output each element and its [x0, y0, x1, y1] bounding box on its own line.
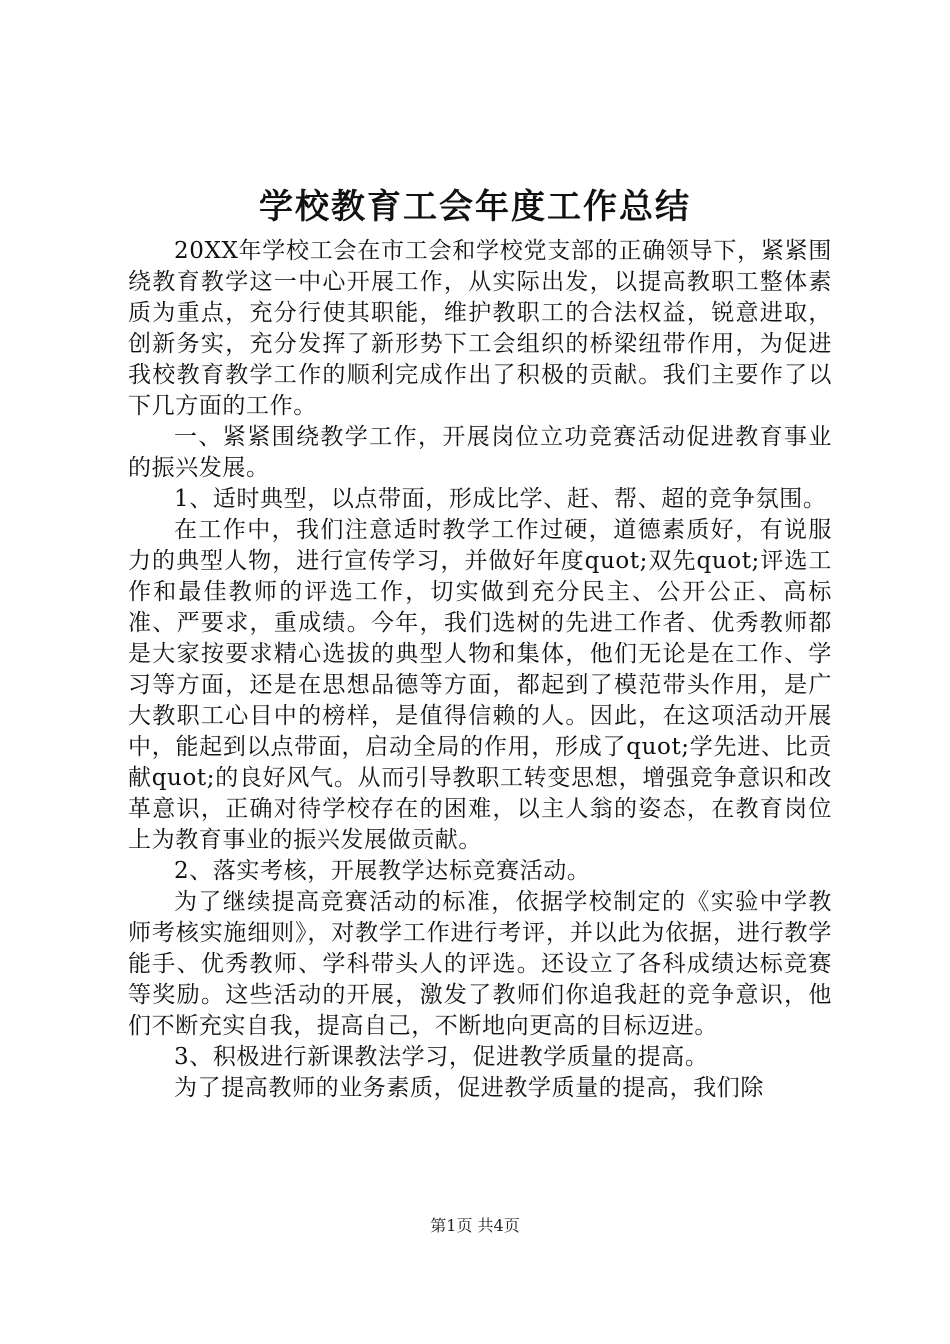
paragraph: 3、积极进行新课教法学习，促进教学质量的提高。 — [174, 1044, 709, 1070]
page-footer: 第1页 共4页 — [430, 1216, 520, 1235]
paragraph: 20XX年学校工会在市工会和学校党支部的正确领导下，紧紧围绕教育教学这一中心开展工作，从实际出发，以提高教职工整体素质为重点，充分行使其职能，维护教职工的合法权益，锐意进取，创新务实，充分发挥了新形势下工会组织的桥梁纽带作用，为促进我校教育教学工作的顺利完成作出了积极的贡献。我们主要作了以下几方面的工作。 — [128, 238, 832, 419]
paragraph: 2、落实考核，开展教学达标竞赛活动。 — [174, 858, 591, 884]
document-body — [128, 236, 832, 1104]
paragraph: 在工作中，我们注意适时教学工作过硬，道德素质好，有说服力的典型人物，进行宣传学习，并做好年度quot;双先quot;评选工作和最佳教师的评选工作，切实做到充分民主、公开公正、高标准、严要求，重成绩。今年，我们选树的先进工作者、优秀教师都是大家按要求精心选拔的典型人物和集体，他们无论是在工作、学习等方面，还是在思想品德等方面，都起到了模范带头作用，是广大教职工心目中的榜样，是值得信赖的人。因此，在这项活动开展中，能起到以点带面，启动全局的作用，形成了quot;学先进、比贡献quot;的良好风气。从而引导教职工转变思想，增强竞争意识和改革意识，正确对待学校存在的困难，以主人翁的姿态，在教育岗位上为教育事业的振兴发展做贡献。 — [128, 517, 832, 853]
paragraph: 1、适时典型，以点带面，形成比学、赶、帮、超的竞争氛围。 — [174, 486, 827, 512]
paragraph: 为了提高教师的业务素质，促进教学质量的提高，我们除 — [174, 1075, 764, 1101]
document-title: 学校教育工会年度工作总结 — [259, 187, 691, 227]
paragraph: 为了继续提高竞赛活动的标准，依据学校制定的《实验中学教师考核实施细则》，对教学工作进行考评，并以此为依据，进行教学能手、优秀教师、学科带头人的评选。还设立了各科成绩达标竞赛等奖励。这些活动的开展，激发了教师们你追我赶的竞争意识，他们不断充实自我，提高自己，不断地向更高的目标迈进。 — [128, 889, 832, 1039]
paragraph: 一、紧紧围绕教学工作，开展岗位立功竞赛活动促进教育事业的振兴发展。 — [128, 424, 832, 481]
